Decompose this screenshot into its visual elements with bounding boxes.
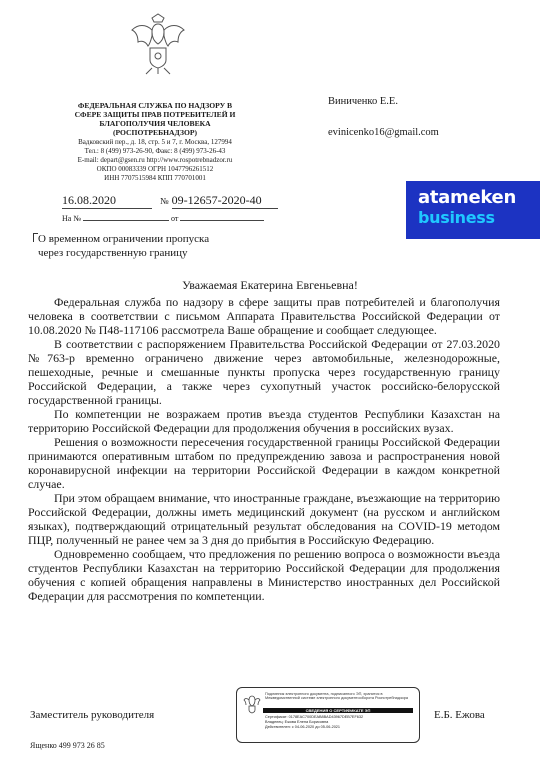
subject-line: через государственную границу — [38, 247, 188, 259]
document-date-field — [62, 193, 152, 209]
paragraph: Одновременно сообщаем, что предложения по решению вопроса о возможности въезда студентов Республики Казахстан на территорию Российской Федерации для продолжения обучения с копией обращения направлены в Министерство иностранных дел Российской Федерации для рассмотрения по компетенции. — [28, 547, 500, 603]
address-line: E-mail: depart@gsen.ru http://www.rospotrebnadzor.ru — [77, 156, 233, 164]
agency-line: СФЕРЕ ЗАЩИТЫ ПРАВ ПОТРЕБИТЕЛЕЙ И — [74, 110, 236, 119]
address-line: ОКПО 00083339 ОГРН 1047796261512 — [96, 165, 214, 173]
reply-from-label: от — [170, 214, 179, 223]
subject-line: О временном ограничении пропуска — [38, 233, 210, 245]
signatory-name: Е.Б. Ежова — [434, 709, 485, 721]
reply-from-line — [180, 220, 264, 221]
stamp-note: Подлинник электронного документа, подписанного ЭП, хранится в Межведомственной системе электронного документооборота Роспотребнадзора — [265, 692, 409, 701]
stamp-certificate: Сертификат: 0178EAC700DEAB8BAD43967DEB7EF632 — [265, 715, 364, 719]
address-line: Вадковский пер., д. 18, стр. 5 и 7, г. Москва, 127994 — [78, 138, 232, 146]
reply-to-label: На № — [62, 214, 81, 223]
document-number: 09-12657-2020-40 — [172, 193, 278, 209]
paragraph: Федеральная служба по надзору в сфере защиты прав потребителей и благополучия человека в соответствии с письмом Аппарата Правительства Российской Федерации от 10.08.2020 № П48-117106 рассмотрела Ваше обращение и сообщает следующее. — [28, 295, 500, 337]
stamp-header: СВЕДЕНИЯ О СЕРТИФИКАТЕ ЭП — [263, 708, 413, 713]
electronic-signature-stamp — [236, 687, 420, 743]
logo-line-2: business — [418, 208, 495, 227]
coat-of-arms-icon — [128, 12, 188, 76]
greeting: Уважаемая Екатерина Евгеньевна! — [182, 278, 358, 292]
subject — [38, 232, 209, 260]
reply-to-line — [83, 220, 169, 221]
logo-line-1: atameken — [418, 187, 516, 208]
stamp-details — [265, 715, 415, 730]
atameken-business-logo — [406, 181, 540, 239]
paragraph: Решения о возможности пересечения государственной границы Российской Федерации принимаются оперативным штабом по предупреждению завоза и распространения новой коронавирусной инфекции на территории Российской Федерации в каждом конкретной случае. — [28, 435, 500, 491]
signatory-position: Заместитель руководителя — [30, 709, 155, 721]
recipient-name: Виниченко Е.Е. — [328, 96, 398, 107]
stamp-emblem-icon — [243, 694, 261, 714]
address-line: ИНН 7707515984 КПП 770701001 — [104, 174, 206, 182]
stamp-validity: Действителен: с 04-06-2020 до 05-06-2021 — [265, 725, 341, 729]
paragraph: По компетенции не возражаем против въезда студентов Республики Казахстан на территорию Российской Федерации для продолжения обучения в российских вузах. — [28, 407, 500, 435]
address-line: Тел.: 8 (499) 973-26-90, Факс: 8 (499) 973-26-43 — [84, 147, 226, 155]
recipient-email: evinicenko16@gmail.com — [328, 127, 439, 138]
stamp-owner: Владелец: Ежова Елена Борисовна — [265, 720, 329, 724]
paragraph: В соответствии с распоряжением Правительства Российской Федерации от 27.03.2020 №763-р временно ограничено движение через автомобильные, железнодорожные, пешеходные, речные и смешанные пункты пропуска через государственную границу Российской Федерации, а также через сухопутный участок российско-белорусской государственной границы. — [28, 337, 500, 407]
letter-body — [28, 295, 500, 603]
reply-to-field — [62, 214, 264, 223]
paragraph: При этом обращаем внимание, что иностранные граждане, въезжающие на территорию Российской Федерации, должны иметь медицинский документ (на русском и английском языках), подтверждающий отрицательный результат обследования на COVID-19 методом ПЦР, полученный не ранее чем за 3 дня до прибытия в Российскую Федерацию. — [28, 491, 500, 547]
document-date: 16.08.2020 — [62, 193, 152, 209]
agency-line: ФЕДЕРАЛЬНАЯ СЛУЖБА ПО НАДЗОРУ В — [77, 101, 233, 110]
agency-line: (РОСПОТРЕБНАДЗОР) — [112, 128, 198, 137]
document-number-field — [160, 193, 278, 209]
agency-name — [30, 101, 280, 137]
number-prefix: № — [160, 196, 169, 206]
agency-line: БЛАГОПОЛУЧИЯ ЧЕЛОВЕКА — [99, 119, 211, 128]
executor-contact: Ященко 499 973 26 85 — [30, 741, 105, 750]
agency-address — [30, 138, 280, 183]
